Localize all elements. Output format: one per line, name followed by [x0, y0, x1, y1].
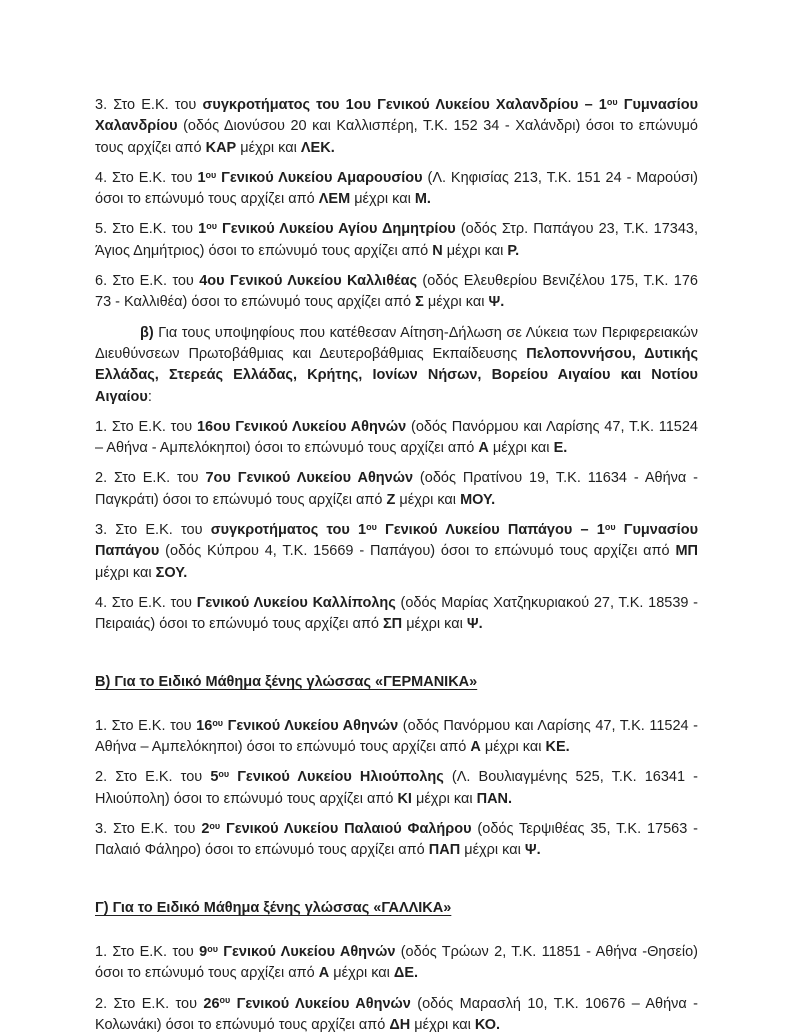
text-run: 16ου Γενικού Λυκείου Αθηνών [197, 419, 406, 435]
text-run: Γενικού Λυκείου Παλαιού Φαλήρου [220, 821, 471, 837]
text-run: μέχρι και [236, 140, 301, 156]
item-b-intro [95, 323, 698, 408]
text-run: Ρ. [507, 243, 519, 259]
text-run: Ψ. [467, 616, 483, 632]
text-run: 1. Στο Ε.Κ. του [95, 944, 199, 960]
text-run: 2 [201, 821, 209, 837]
text-run: 2. Στο Ε.Κ. του [95, 769, 210, 785]
item-b1 [95, 417, 698, 460]
text-run: ΛΕΜ [319, 191, 350, 207]
item-c2 [95, 767, 698, 810]
text-run: Ν [432, 243, 442, 259]
text-run: Γενικού Λυκείου Ηλιούπολης [229, 769, 444, 785]
text-run: ΠΑΠ [429, 842, 460, 858]
text-run: 3. Στο Ε.Κ. του [95, 522, 211, 538]
text-run: ΜΠ [675, 543, 698, 559]
text-run: Γυμνασίου Παπάγου [95, 522, 698, 559]
text-run: μέχρι και [350, 191, 415, 207]
text-run: 1 [197, 170, 205, 186]
text-run: Πελοποννήσου, Δυτικής Ελλάδας, Στερεάς Ελλάδας, Κρήτης, Ιονίων Νήσων, Βορείου Αιγαίου και Νοτίου Αιγαίου [95, 346, 698, 405]
text-run: (οδός Μαρασλή 10, Τ.Κ. 10676 – Αθήνα - Κολωνάκι) όσοι το επώνυμό τους αρχίζει από [95, 996, 698, 1033]
text-run: 16 [196, 718, 212, 734]
text-run: ΚΕ. [546, 739, 570, 755]
text-run: ου [212, 718, 223, 728]
text-run: Ψ. [525, 842, 541, 858]
text-run: Γυμνασίου Χαλανδρίου [95, 97, 698, 134]
text-run: Γενικού Λυκείου Αθηνών [218, 944, 395, 960]
text-run: Γενικού Λυκείου Αθηνών [223, 718, 398, 734]
text-run: μέχρι και [489, 440, 554, 456]
item-c3 [95, 819, 698, 862]
text-run: ΚΑΡ [206, 140, 237, 156]
text-run: (Λ. Βουλιαγμένης 525, Τ.Κ. 16341 - Ηλιούπολη) όσοι το επώνυμό τους αρχίζει από [95, 769, 698, 806]
text-run: ΔΗ [389, 1017, 410, 1033]
text-run: μέχρι και [95, 565, 156, 581]
text-run: β) [140, 325, 154, 341]
text-run: ΚΙ [397, 791, 412, 807]
text-run: ΠΑΝ. [477, 791, 512, 807]
text-run: Γενικού Λυκείου Καλλίπολης [197, 595, 396, 611]
text-run: Α [470, 739, 480, 755]
text-run: (οδός Ελευθερίου Βενιζέλου 175, Τ.Κ. 176 73 - Καλλιθέα) όσοι το επώνυμό τους αρχίζει από [95, 273, 698, 310]
text-run: (οδός Πρατίνου 19, Τ.Κ. 11634 - Αθήνα - Παγκράτι) όσοι το επώνυμό τους αρχίζει από [95, 470, 698, 507]
text-run: 1 [198, 221, 206, 237]
section-heading-french [95, 898, 698, 919]
text-run: Γ) Για το Ειδικό Μάθημα ξένης γλώσσας «ΓΑΛΛΙΚΑ» [95, 900, 451, 916]
text-run: (οδός Τερψιθέας 35, Τ.Κ. 17563 - Παλαιό Φάληρο) όσοι το επώνυμό τους αρχίζει από [95, 821, 698, 858]
text-run: (οδός Διονύσου 20 και Καλλισπέρη, Τ.Κ. 152 34 - Χαλάνδρι) όσοι το επώνυμό τους αρχίζει από [95, 118, 698, 155]
text-run: μέχρι και [329, 965, 394, 981]
text-run: ΛΕΚ. [301, 140, 335, 156]
text-run: μέχρι και [395, 492, 460, 508]
text-run: μέχρι και [481, 739, 546, 755]
text-run: ΔΕ. [394, 965, 418, 981]
text-run: ου [366, 522, 377, 532]
text-run: 2. Στο Ε.Κ. του [95, 996, 203, 1012]
text-run: ου [218, 769, 229, 779]
text-run: 4. Στο Ε.Κ. του [95, 595, 197, 611]
text-run: ου [206, 170, 217, 180]
item-a5 [95, 219, 698, 262]
text-run: Γενικού Λυκείου Αμαρουσίου [216, 170, 422, 186]
text-run: 2. Στο Ε.Κ. του [95, 470, 205, 486]
text-run: μέχρι και [424, 294, 489, 310]
text-run: μέχρι και [402, 616, 467, 632]
text-run: 1. Στο Ε.Κ. του [95, 718, 196, 734]
item-a6 [95, 271, 698, 314]
text-run: 5. Στο Ε.Κ. του [95, 221, 198, 237]
text-run: Για τους υποψηφίους που κατέθεσαν Αίτηση-Δήλωση σε Λύκεια των Περιφερειακών Διευθύνσεων Πρωτοβάθμιας και Δευτεροβάθμιας Εκπαίδευσης [95, 325, 698, 362]
text-run: Ε. [554, 440, 568, 456]
text-run: (οδός Κύπρου 4, Τ.Κ. 15669 - Παπάγου) όσοι το επώνυμό τους αρχίζει από [159, 543, 675, 559]
text-run: μέχρι και [460, 842, 525, 858]
text-run: συγκροτήματος του 1 [211, 522, 366, 538]
text-run: (Λ. Κηφισίας 213, Τ.Κ. 151 24 - Μαρούσι) όσοι το επώνυμό τους αρχίζει από [95, 170, 698, 207]
item-d1 [95, 942, 698, 985]
document-body [95, 95, 698, 1036]
text-run: 6. Στο Ε.Κ. του [95, 273, 199, 289]
section-heading-german [95, 672, 698, 693]
item-d2 [95, 994, 698, 1036]
text-run: ου [607, 97, 618, 107]
text-run: ΜΟΥ. [460, 492, 495, 508]
item-b4 [95, 593, 698, 636]
item-a4 [95, 168, 698, 211]
text-run: μέχρι και [412, 791, 477, 807]
text-run: ου [207, 944, 218, 954]
text-run: 3. Στο Ε.Κ. του [95, 821, 201, 837]
text-run: 3. Στο Ε.Κ. του [95, 97, 202, 113]
text-run: (οδός Πανόρμου και Λαρίσης 47, Τ.Κ. 11524 - Αθήνα – Αμπελόκηποι) όσοι το επώνυμό τους αρχίζει από [95, 718, 698, 755]
text-run: ου [209, 821, 220, 831]
item-a3 [95, 95, 698, 159]
text-run: ου [220, 995, 231, 1005]
text-run: Α [478, 440, 488, 456]
text-run: ΚΟ. [475, 1017, 500, 1033]
text-run: (οδός Στρ. Παπάγου 23, Τ.Κ. 17343, Άγιος Δημήτριος) όσοι το επώνυμό τους αρχίζει από [95, 221, 698, 258]
item-b2 [95, 468, 698, 511]
text-run: (οδός Πανόρμου και Λαρίσης 47, Τ.Κ. 11524 – Αθήνα - Αμπελόκηποι) όσοι το επώνυμό τους αρχίζει από [95, 419, 698, 456]
text-run: ΣΟΥ. [156, 565, 188, 581]
text-run: ου [206, 221, 217, 231]
item-b3 [95, 520, 698, 584]
text-run: (οδός Τρώων 2, Τ.Κ. 11851 - Αθήνα -Θησείο) όσοι το επώνυμό τους αρχίζει από [95, 944, 698, 981]
text-run: Γενικού Λυκείου Αγίου Δημητρίου [217, 221, 456, 237]
text-run: Α [319, 965, 329, 981]
item-c1 [95, 716, 698, 759]
text-run: Ψ. [489, 294, 505, 310]
text-run: 4ου Γενικού Λυκείου Καλλιθέας [199, 273, 417, 289]
text-run: : [148, 389, 152, 405]
text-run: 5 [210, 769, 218, 785]
text-run: μέχρι και [410, 1017, 475, 1033]
text-run: 4. Στο Ε.Κ. του [95, 170, 197, 186]
text-run: Β) Για το Ειδικό Μάθημα ξένης γλώσσας «ΓΕΡΜΑΝΙΚΑ» [95, 674, 477, 690]
text-run: μέχρι και [443, 243, 508, 259]
text-run: 26 [203, 996, 219, 1012]
text-run: Γενικού Λυκείου Παπάγου – 1 [377, 522, 605, 538]
text-run: 7ου Γενικού Λυκείου Αθηνών [205, 470, 413, 486]
text-run: ΣΠ [383, 616, 402, 632]
text-run: Γενικού Λυκείου Αθηνών [230, 996, 411, 1012]
text-run: Σ [415, 294, 424, 310]
text-run: (οδός Μαρίας Χατζηκυριακού 27, Τ.Κ. 18539 - Πειραιάς) όσοι το επώνυμό τους αρχίζει από [95, 595, 698, 632]
text-run: Μ. [415, 191, 431, 207]
text-run: συγκροτήματος του 1ου Γενικού Λυκείου Χαλανδρίου – 1 [202, 97, 606, 113]
text-run: Ζ [387, 492, 396, 508]
text-run: ου [605, 522, 616, 532]
text-run: 9 [199, 944, 207, 960]
text-run: 1. Στο Ε.Κ. του [95, 419, 197, 435]
